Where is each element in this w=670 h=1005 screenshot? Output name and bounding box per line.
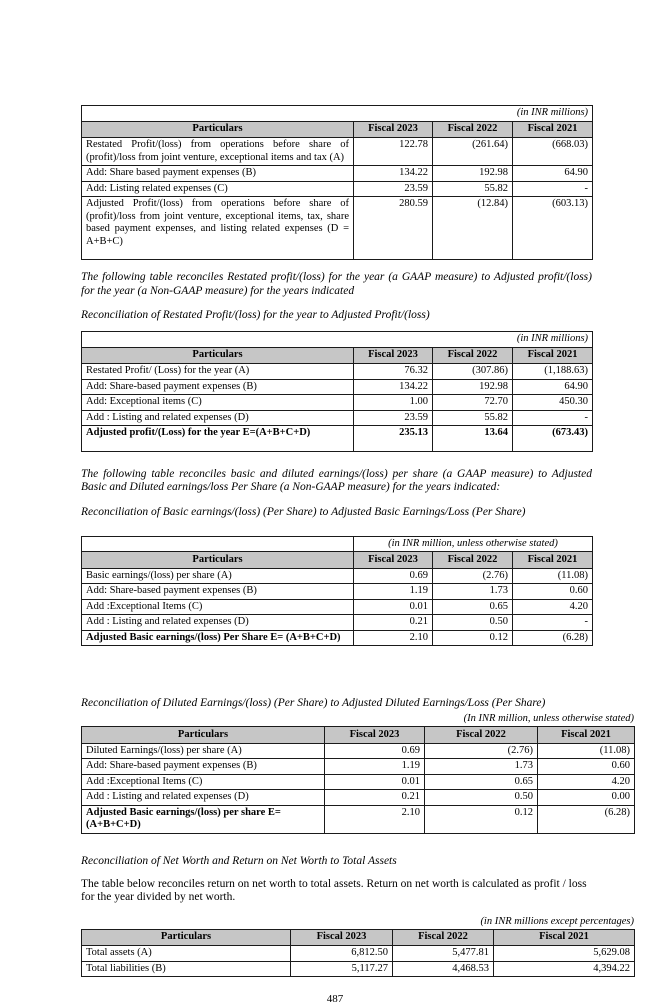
net-worth-units-note: (in INR millions except percentages) bbox=[480, 915, 634, 927]
row-value: 0.60 bbox=[538, 759, 635, 775]
column-header: Fiscal 2022 bbox=[433, 347, 513, 364]
row-value: (1,188.63) bbox=[513, 364, 593, 380]
units-note: (in INR millions) bbox=[82, 106, 593, 122]
row-value: 1.19 bbox=[325, 759, 425, 775]
table-row bbox=[82, 790, 635, 806]
row-value: 1.73 bbox=[425, 759, 538, 775]
column-header: Fiscal 2021 bbox=[513, 347, 593, 364]
row-value: (6.28) bbox=[538, 805, 635, 833]
units-note-row bbox=[82, 332, 593, 348]
row-value: (2.76) bbox=[433, 568, 513, 584]
row-value: 0.21 bbox=[354, 615, 433, 631]
units-note-spacer bbox=[82, 536, 354, 552]
header-row bbox=[82, 121, 593, 138]
row-value: - bbox=[513, 410, 593, 426]
row-value: 0.50 bbox=[425, 790, 538, 806]
column-header: Particulars bbox=[82, 727, 325, 744]
row-value: 0.01 bbox=[325, 774, 425, 790]
row-value: 6,812.50 bbox=[291, 946, 393, 962]
row-value: 76.32 bbox=[354, 364, 433, 380]
row-value: 0.65 bbox=[433, 599, 513, 615]
table-row bbox=[82, 946, 635, 962]
column-header: Particulars bbox=[82, 552, 354, 569]
net-worth-reconciliation-table bbox=[81, 929, 635, 978]
row-value: 13.64 bbox=[433, 426, 513, 452]
row-value: (11.08) bbox=[513, 568, 593, 584]
row-label: Add : Listing and related expenses (D) bbox=[82, 410, 354, 426]
row-label: Adjusted Profit/(loss) from operations before share of (profit)/loss from joint venture, exceptional items, tax, share based payment expenses, and listing related expenses (D = A+B+C) bbox=[82, 197, 354, 260]
net-worth-paragraph: The table below reconciles return on net worth to total assets. Return on net worth is calculated as profit / loss for the year divided by net worth. bbox=[81, 877, 587, 903]
row-value: (261.64) bbox=[433, 138, 513, 166]
row-value: 0.69 bbox=[354, 568, 433, 584]
page-number: 487 bbox=[326, 993, 344, 1005]
units-note: (in INR millions) bbox=[82, 332, 593, 348]
row-label: Adjusted Basic earnings/(loss) per share E= (A+B+C+D) bbox=[82, 805, 325, 833]
column-header: Fiscal 2022 bbox=[433, 552, 513, 569]
column-header: Fiscal 2023 bbox=[354, 552, 433, 569]
column-header: Fiscal 2023 bbox=[354, 347, 433, 364]
row-value: 64.90 bbox=[513, 379, 593, 395]
row-value: (673.43) bbox=[513, 426, 593, 452]
row-label: Add : Listing and related expenses (D) bbox=[82, 615, 354, 631]
row-value: 4,468.53 bbox=[393, 961, 494, 977]
operations-reconciliation-table bbox=[81, 105, 593, 260]
row-value: (307.86) bbox=[433, 364, 513, 380]
row-label: Add: Exceptional items (C) bbox=[82, 395, 354, 411]
page-content bbox=[81, 0, 636, 1005]
units-note-row bbox=[82, 536, 593, 552]
column-header: Fiscal 2022 bbox=[433, 121, 513, 138]
table-row bbox=[82, 197, 593, 260]
row-value: 23.59 bbox=[354, 410, 433, 426]
row-value: 0.00 bbox=[538, 790, 635, 806]
row-value: 23.59 bbox=[354, 181, 433, 197]
row-value: 0.60 bbox=[513, 584, 593, 600]
column-header: Particulars bbox=[82, 347, 354, 364]
row-value: (6.28) bbox=[513, 630, 593, 646]
column-header: Fiscal 2022 bbox=[425, 727, 538, 744]
column-header: Particulars bbox=[82, 929, 291, 946]
row-value: 0.50 bbox=[433, 615, 513, 631]
table-row bbox=[82, 426, 593, 452]
row-label: Add: Share-based payment expenses (B) bbox=[82, 759, 325, 775]
row-value: 280.59 bbox=[354, 197, 433, 260]
row-value: (11.08) bbox=[538, 743, 635, 759]
row-value: 1.73 bbox=[433, 584, 513, 600]
gaap-eps-paragraph: The following table reconciles basic and diluted earnings/(loss) per share (a GAAP measure) to Adjusted Basic and Diluted earnings/loss Per Share (a Non-GAAP measure) for the years indicated: bbox=[81, 467, 592, 493]
column-header: Fiscal 2022 bbox=[393, 929, 494, 946]
column-header: Fiscal 2021 bbox=[494, 929, 635, 946]
net-worth-heading: Reconciliation of Net Worth and Return on Net Worth to Total Assets bbox=[81, 854, 397, 867]
row-label: Total assets (A) bbox=[82, 946, 291, 962]
row-label: Add :Exceptional Items (C) bbox=[82, 599, 354, 615]
row-value: 0.12 bbox=[425, 805, 538, 833]
basic-eps-heading: Reconciliation of Basic earnings/(loss) (Per Share) to Adjusted Basic Earnings/Loss (Per Share) bbox=[81, 505, 526, 518]
row-value: 0.21 bbox=[325, 790, 425, 806]
row-value: 72.70 bbox=[433, 395, 513, 411]
table-row bbox=[82, 410, 593, 426]
table-row bbox=[82, 599, 593, 615]
restated-profit-reconciliation-table bbox=[81, 331, 593, 452]
diluted-eps-heading: Reconciliation of Diluted Earnings/(loss) (Per Share) to Adjusted Diluted Earnings/Loss (Per Share) bbox=[81, 697, 546, 709]
row-value: 134.22 bbox=[354, 379, 433, 395]
row-label: Add :Exceptional Items (C) bbox=[82, 774, 325, 790]
row-value: 4.20 bbox=[513, 599, 593, 615]
diluted-eps-reconciliation-table bbox=[81, 726, 635, 834]
row-value: (2.76) bbox=[425, 743, 538, 759]
table-row bbox=[82, 961, 635, 977]
header-row bbox=[82, 552, 593, 569]
table-row bbox=[82, 181, 593, 197]
row-value: 2.10 bbox=[354, 630, 433, 646]
row-label: Diluted Earnings/(loss) per share (A) bbox=[82, 743, 325, 759]
row-value: 4,394.22 bbox=[494, 961, 635, 977]
row-label: Add: Listing related expenses (C) bbox=[82, 181, 354, 197]
row-value: 0.65 bbox=[425, 774, 538, 790]
row-label: Add: Share based payment expenses (B) bbox=[82, 166, 354, 182]
row-value: 5,477.81 bbox=[393, 946, 494, 962]
row-value: 5,629.08 bbox=[494, 946, 635, 962]
table-row bbox=[82, 166, 593, 182]
column-header: Particulars bbox=[82, 121, 354, 138]
row-value: 5,117.27 bbox=[291, 961, 393, 977]
column-header: Fiscal 2021 bbox=[513, 552, 593, 569]
row-label: Add: Share-based payment expenses (B) bbox=[82, 584, 354, 600]
row-label: Adjusted Basic earnings/(loss) Per Share E= (A+B+C+D) bbox=[82, 630, 354, 646]
table-row bbox=[82, 138, 593, 166]
row-value: 192.98 bbox=[433, 379, 513, 395]
row-label: Restated Profit/(loss) from operations before share of (profit)/loss from joint venture, exceptional items and tax (A) bbox=[82, 138, 354, 166]
table-row bbox=[82, 395, 593, 411]
table-row bbox=[82, 568, 593, 584]
row-value: (12.84) bbox=[433, 197, 513, 260]
gaap-profit-paragraph: The following table reconciles Restated profit/(loss) for the year (a GAAP measure) to Adjusted profit/(loss) for the year (a Non-GAAP measure) for the years indicated bbox=[81, 271, 592, 297]
diluted-eps-units-note: (In INR million, unless otherwise stated) bbox=[463, 713, 634, 724]
table-row bbox=[82, 774, 635, 790]
header-row bbox=[82, 929, 635, 946]
header-row bbox=[82, 347, 593, 364]
row-value: 0.01 bbox=[354, 599, 433, 615]
basic-eps-reconciliation-table bbox=[81, 536, 593, 647]
units-note: (in INR million, unless otherwise stated) bbox=[354, 536, 593, 552]
table-row bbox=[82, 615, 593, 631]
table-row bbox=[82, 743, 635, 759]
row-value: 122.78 bbox=[354, 138, 433, 166]
table-row bbox=[82, 759, 635, 775]
table-row bbox=[82, 630, 593, 646]
table-row bbox=[82, 379, 593, 395]
row-value: (603.13) bbox=[513, 197, 593, 260]
row-label: Add: Share-based payment expenses (B) bbox=[82, 379, 354, 395]
row-label: Basic earnings/(loss) per share (A) bbox=[82, 568, 354, 584]
column-header: Fiscal 2023 bbox=[291, 929, 393, 946]
row-value: 192.98 bbox=[433, 166, 513, 182]
units-note-row bbox=[82, 106, 593, 122]
header-row bbox=[82, 727, 635, 744]
row-value: - bbox=[513, 181, 593, 197]
row-value: 1.00 bbox=[354, 395, 433, 411]
row-value: 235.13 bbox=[354, 426, 433, 452]
restated-profit-heading: Reconciliation of Restated Profit/(loss) for the year to Adjusted Profit/(loss) bbox=[81, 309, 430, 321]
table-row bbox=[82, 584, 593, 600]
column-header: Fiscal 2023 bbox=[354, 121, 433, 138]
column-header: Fiscal 2023 bbox=[325, 727, 425, 744]
column-header: Fiscal 2021 bbox=[538, 727, 635, 744]
row-value: - bbox=[513, 615, 593, 631]
row-label: Restated Profit/ (Loss) for the year (A) bbox=[82, 364, 354, 380]
row-value: 450.30 bbox=[513, 395, 593, 411]
row-label: Total liabilities (B) bbox=[82, 961, 291, 977]
row-value: 55.82 bbox=[433, 410, 513, 426]
row-value: (668.03) bbox=[513, 138, 593, 166]
row-value: 55.82 bbox=[433, 181, 513, 197]
row-label: Adjusted profit/(Loss) for the year E=(A+B+C+D) bbox=[82, 426, 354, 452]
row-value: 0.69 bbox=[325, 743, 425, 759]
row-label: Add : Listing and related expenses (D) bbox=[82, 790, 325, 806]
row-value: 4.20 bbox=[538, 774, 635, 790]
row-value: 64.90 bbox=[513, 166, 593, 182]
row-value: 134.22 bbox=[354, 166, 433, 182]
row-value: 2.10 bbox=[325, 805, 425, 833]
row-value: 0.12 bbox=[433, 630, 513, 646]
table-row bbox=[82, 364, 593, 380]
column-header: Fiscal 2021 bbox=[513, 121, 593, 138]
row-value: 1.19 bbox=[354, 584, 433, 600]
table-row bbox=[82, 805, 635, 833]
